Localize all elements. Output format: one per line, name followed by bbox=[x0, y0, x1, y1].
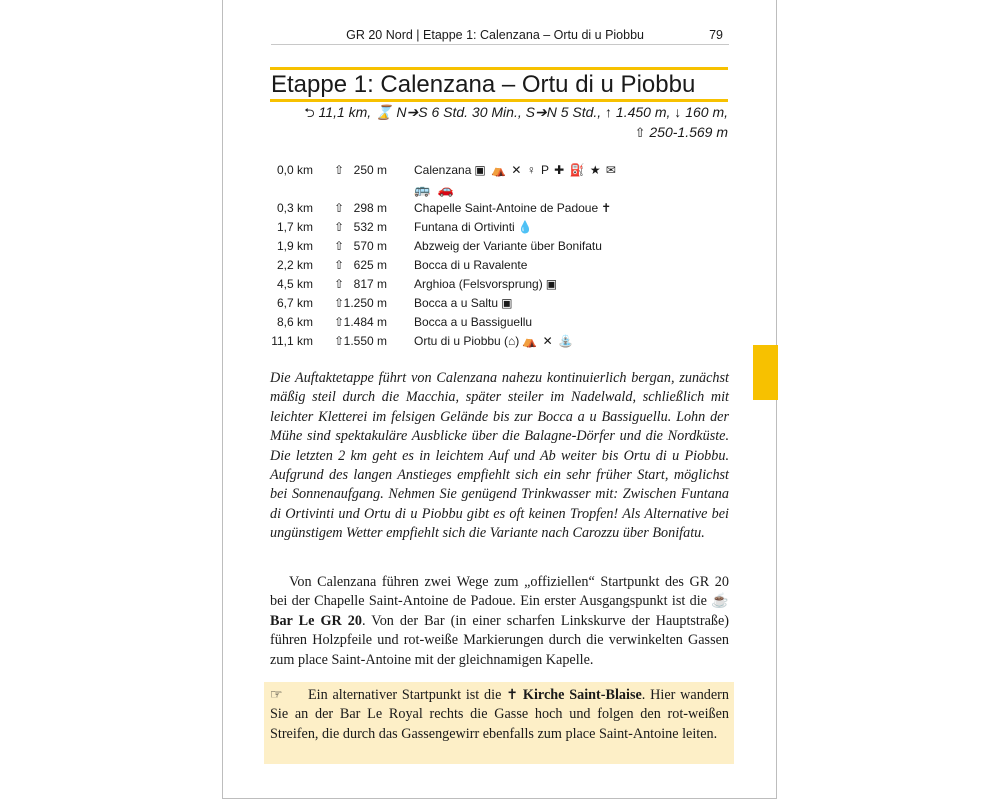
body-paragraph bbox=[270, 573, 729, 670]
stage-intro: Die Auftaktetappe führt von Calenzana nahezu kontinuierlich bergan, zunächst mäßig steil durch die Macchia, später steiler im Nadelwald, schließlich mit leichter Kletterei im felsigen Gelände bis zur Bocca a u Bassiguellu. Lohn der Mühe sind spektakuläre Ausblicke über die Balagne-Dörfer und die Nordküste. Die letzten 2 km geht es in leichtem Auf und Ab weiter bis Ortu di u Piobbu. Aufgrund des langen Anstieges empfiehlt sich ein sehr früher Start, möglichst bei Sonnenaufgang. Nehmen Sie genügend Trinkwasser mit: Zwischen Funtana di Ortivinti und Ortu di u Piobbu gibt es oft keinen Tropfen! Als Alternative bei ungünstigem Wetter empfiehlt sich die Variante nach Carozzu über Bonifatu. bbox=[270, 370, 729, 542]
row-distance: 6,7 km bbox=[276, 296, 313, 310]
table-row bbox=[270, 256, 730, 275]
stage-title: Etappe 1: Calenzana – Ortu di u Piobbu bbox=[270, 67, 728, 102]
body-text-1: Von Calenzana führen zwei Wege zum „offiziellen“ Startpunkt des GR 20 bei der Chapelle Saint-Antoine de Padoue. Ein erster Ausgangspunkt ist die bbox=[270, 574, 729, 610]
header-divider bbox=[271, 44, 729, 45]
row-distance: 4,5 km bbox=[276, 277, 313, 291]
altitude-arrow-icon: ⇧ bbox=[334, 163, 345, 177]
row-place-name: Ortu di u Piobbu (⌂) bbox=[414, 334, 520, 348]
row-place bbox=[414, 199, 730, 218]
tip-text-2: . Hier wandern Sie an der Bar Le Royal rechts die Gasse hoch und folgen den rot-weißen Streifen, die durch das Gassengewirr ebenfalls zum place Saint-Antoine leiten. bbox=[270, 687, 729, 742]
running-header-title: GR 20 Nord | Etappe 1: Calenzana – Ortu di u Piobbu bbox=[346, 28, 644, 42]
altitude-arrow-icon: ⇧ bbox=[334, 258, 345, 272]
transport-icons: 🚌 🚗 bbox=[414, 182, 456, 197]
row-distance: 0,3 km bbox=[276, 201, 313, 215]
table-row bbox=[270, 161, 730, 199]
altitude-arrow-icon: ⇧ bbox=[334, 277, 345, 291]
cafe-icon: ☕ bbox=[711, 593, 729, 610]
facility-icons: ▣ ⛺ ✕ ♀ P ✚ ⛽ ★ ✉ bbox=[474, 163, 617, 177]
row-place-name: Bocca di u Ravalente bbox=[414, 258, 528, 272]
row-distance: 1,9 km bbox=[276, 239, 313, 253]
table-row bbox=[270, 218, 730, 237]
row-altitude: 532 m bbox=[353, 220, 387, 234]
altitude-arrow-icon: ⇧ bbox=[334, 239, 345, 253]
body-text-2: . Von der Bar (in einer scharfen Linkskurve der Hauptstraße) führen Holzpfeile und rot-weiße Markierungen durch die verwinkelten Gassen zum place Saint-Antoine mit der gleichnamigen Kapelle. bbox=[270, 612, 729, 668]
table-row bbox=[270, 199, 730, 218]
viewpoint-icon: ▣ bbox=[501, 296, 514, 310]
row-altitude: 1.484 m bbox=[343, 315, 387, 329]
table-row bbox=[270, 275, 730, 294]
row-altitude: 250 m bbox=[353, 163, 387, 177]
church-icon: ✝ bbox=[506, 687, 519, 703]
church-icon: ✝ bbox=[601, 201, 613, 215]
row-place-name: Bocca a u Bassiguellu bbox=[414, 315, 533, 329]
table-row bbox=[270, 332, 730, 351]
facility-icons: ⛺ ✕ ⛲ bbox=[522, 334, 574, 348]
row-distance: 2,2 km bbox=[276, 258, 313, 272]
row-place bbox=[414, 332, 730, 351]
loop-icon: ⮌ bbox=[304, 105, 315, 120]
row-place-name: Abzweig der Variante über Bonifatu bbox=[414, 239, 602, 253]
row-place-name: Chapelle Saint-Antoine de Padoue bbox=[414, 201, 599, 215]
running-header bbox=[269, 26, 729, 44]
page-number: 79 bbox=[709, 28, 723, 42]
viewpoint-icon: ▣ bbox=[545, 277, 559, 291]
row-place-name: Calenzana bbox=[414, 163, 472, 177]
row-distance: 8,6 km bbox=[276, 315, 313, 329]
altitude-arrow-icon: ⇧ bbox=[334, 201, 345, 215]
altitude-range-icon: ⇧ bbox=[634, 124, 646, 140]
row-altitude: 1.550 m bbox=[343, 334, 387, 348]
row-place-name: Funtana di Ortivinti bbox=[414, 220, 515, 234]
summary-line-2: 250-1.569 m bbox=[649, 123, 728, 140]
row-place bbox=[414, 237, 730, 256]
tip-text-1: Ein alternativer Startpunkt ist die bbox=[308, 687, 507, 703]
thumb-index-tab bbox=[753, 345, 778, 400]
route-table bbox=[270, 161, 730, 351]
table-row bbox=[270, 313, 730, 332]
bar-name: Bar Le GR 20 bbox=[270, 612, 362, 629]
row-altitude: 625 m bbox=[353, 258, 387, 272]
row-altitude: 298 m bbox=[353, 201, 387, 215]
row-place bbox=[414, 218, 730, 237]
altitude-arrow-icon: ⇧ bbox=[334, 315, 345, 329]
row-place bbox=[414, 275, 730, 294]
tip-box bbox=[264, 682, 734, 764]
row-distance: 1,7 km bbox=[276, 220, 313, 234]
tip-paragraph bbox=[270, 686, 729, 744]
water-drop-icon: 💧 bbox=[517, 220, 534, 234]
row-place bbox=[414, 256, 730, 275]
summary-row-2 bbox=[270, 123, 728, 143]
row-distance: 11,1 km bbox=[271, 334, 313, 348]
row-place-name: Bocca a u Saltu bbox=[414, 296, 499, 310]
table-row bbox=[270, 294, 730, 313]
row-place bbox=[414, 313, 730, 332]
pointing-hand-icon: ☞ bbox=[270, 688, 283, 703]
table-row bbox=[270, 237, 730, 256]
altitude-arrow-icon: ⇧ bbox=[334, 296, 345, 310]
church-name: Kirche Saint-Blaise bbox=[522, 687, 642, 703]
row-place bbox=[414, 294, 730, 313]
summary-line-1: 11,1 km, ⌛ N➔S 6 Std. 30 Min., S➔N 5 Std., ↑ 1.450 m, ↓ 160 m, bbox=[318, 104, 728, 120]
stage-summary bbox=[270, 103, 728, 142]
altitude-arrow-icon: ⇧ bbox=[334, 220, 345, 234]
row-altitude: 570 m bbox=[353, 239, 387, 253]
row-place bbox=[414, 161, 730, 199]
row-distance: 0,0 km bbox=[276, 163, 313, 177]
row-altitude: 1.250 m bbox=[343, 296, 387, 310]
row-altitude: 817 m bbox=[353, 277, 387, 291]
row-place-name: Arghioa (Felsvorsprung) bbox=[414, 277, 543, 291]
altitude-arrow-icon: ⇧ bbox=[334, 334, 345, 348]
